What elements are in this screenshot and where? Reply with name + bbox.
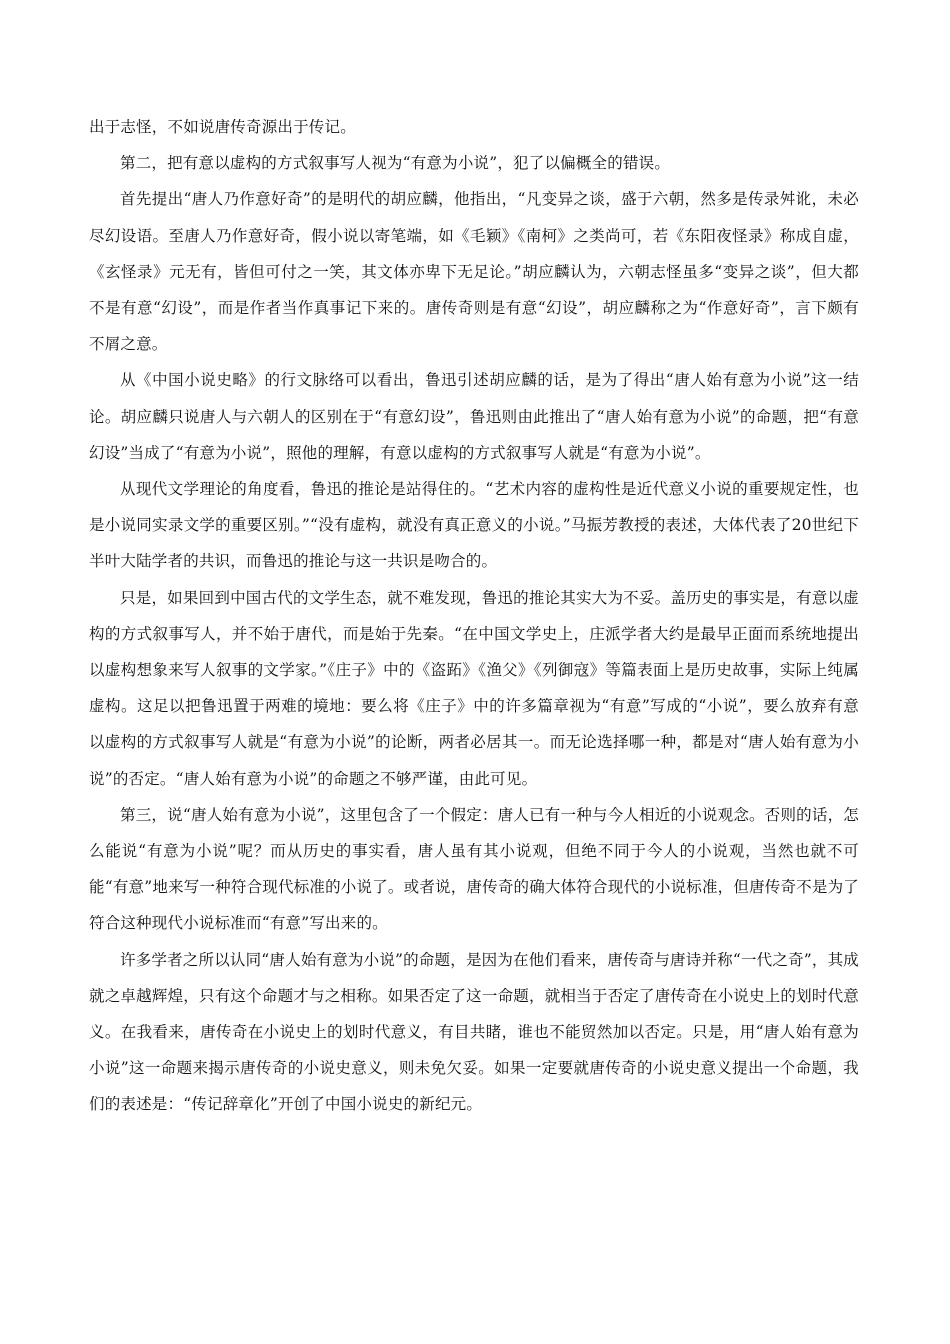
paragraph-third-point: 第三，说“唐人始有意为小说”，这里包含了一个假定：唐人已有一种与今人相近的小说观念。否则的话，怎么能说“有意为小说”呢？而从历史的事实看，唐人虽有其小说观，但绝不同于今人的小说观，当然也就不可能“有意”地来写一种符合现代标准的小说了。或者说，唐传奇的确大体符合现代的小说标准，但唐传奇不是为了符合这种现代小说标准而“有意”写出来的。 [89,805,859,933]
article-body [89,109,859,1123]
paragraph-second-point: 第二，把有意以虚构的方式叙事写人视为“有意为小说”，犯了以偏概全的错误。 [120,154,671,173]
paragraph-hu-yinglin: 首先提出“唐人乃作意好奇”的是明代的胡应麟，他指出，“凡变异之谈，盛于六朝，然多是传录舛讹，未必尽幻设语。至唐人乃作意好奇，假小说以寄笔端，如《毛颖》《南柯》之类尚可，若《东阳夜怪录》称成自虚，《玄怪录》元无有，皆但可付之一笑，其文体亦卑下无足论。”胡应麟认为，六朝志怪虽多“变异之谈”，但大都不是有意“幻设”，而是作者当作真事记下来的。唐传奇则是有意“幻设”，胡应麟称之为“作意好奇”，言下颇有不屑之意。 [89,190,859,354]
paragraph-continued: 出于志怪，不如说唐传奇源出于传记。 [89,118,356,136]
paragraph-conclusion: 许多学者之所以认同“唐人始有意为小说”的命题，是因为在他们看来，唐传奇与唐诗并称“一代之奇”，其成就之卓越辉煌，只有这个命题才与之相称。如果否定了这一命题，就相当于否定了唐传奇在小说史上的划时代意义。在我看来，唐传奇在小说史上的划时代意义，有目共睹，谁也不能贸然加以否定。只是，用“唐人始有意为小说”这一命题来揭示唐传奇的小说史意义，则未免欠妥。如果一定要就唐传奇的小说史意义提出一个命题，我们的表述是：“传记辞章化”开创了中国小说史的新纪元。 [89,950,859,1114]
paragraph-ancient-ecology: 只是，如果回到中国古代的文学生态，就不难发现，鲁迅的推论其实大为不妥。盖历史的事实是，有意以虚构的方式叙事写人，并不始于唐代，而是始于先秦。“在中国文学史上，庄派学者大约是最早正面而系统地提出以虚构想象来写人叙事的文学家。”《庄子》中的《盗跖》《渔父》《列御寇》等篇表面上是历史故事，实际上纯属虚构。这足以把鲁迅置于两难的境地：要么将《庄子》中的许多篇章视为“有意”写成的“小说”，要么放弃有意以虚构的方式叙事写人就是“有意为小说”的论断，两者必居其一。而无论选择哪一种，都是对“唐人始有意为小说”的否定。“唐人始有意为小说”的命题之不够严谨，由此可见。 [89,588,859,788]
paragraph-lu-xun-inference: 从《中国小说史略》的行文脉络可以看出，鲁迅引述胡应麟的话，是为了得出“唐人始有意为小说”这一结论。胡应麟只说唐人与六朝人的区别在于“有意幻设”，鲁迅则由此推出了“唐人始有意为小说”的命题，把“有意幻设”当成了“有意为小说”，照他的理解，有意以虚构的方式叙事写人就是“有意为小说”。 [89,371,859,462]
paragraph-modern-theory: 从现代文学理论的角度看，鲁迅的推论是站得住的。“艺术内容的虚构性是近代意义小说的重要规定性，也是小说同实录文学的重要区别。”“没有虚构，就没有真正意义的小说。”马振芳教授的表述，大体代表了20世纪下半叶大陆学者的共识，而鲁迅的推论与这一共识是吻合的。 [89,480,859,571]
